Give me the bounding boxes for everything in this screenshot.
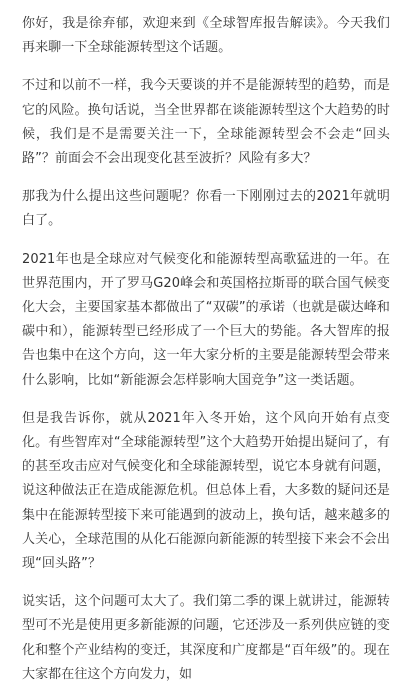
- paragraph-risk: 不过和以前不一样，我今天要谈的并不是能源转型的趋势，而是它的风险。换句话说，当全世界都在谈能源转型这个大趋势的时候，我们是不是需要关注一下，全球能源转型会不会走“回头路”？前面会不会出现变化甚至波折？风险有多大？: [22, 78, 390, 167]
- paragraph-scale: 说实话，这个问题可太大了。我们第二季的课上就讲过，能源转型可不光是使用更多新能源的问题，它还涉及一系列供应链的变化和整个产业结构的变迁，其深度和广度都是“百年级”的。现在大家都在往这个方向发力，如: [22, 594, 390, 682]
- paragraph-shift: 但是我告诉你，就从2021年入冬开始，这个风向开始有点变化。有些智库对“全球能源转型”这个大趋势开始提出疑问了，有的甚至攻击应对气候变化和全球能源转型，说它本身就有问题，说这种做法正在造成能源危机。但总体上看，大多数的疑问还是集中在能源转型接下来可能遇到的波动上，换句话，越来越多的人关心，全球范围的从化石能源向新能源的转型接下来会不会出现“回头路”？: [22, 410, 390, 572]
- paragraph-question: 那我为什么提出这些问题呢？你看一下刚刚过去的2021年就明白了。: [22, 189, 390, 229]
- paragraph-intro: 你好，我是徐弃郁，欢迎来到《全球智库报告解读》。今天我们再来聊一下全球能源转型这个话题。: [22, 16, 390, 56]
- paragraph-2021: 2021年也是全球应对气候变化和能源转型高歌猛进的一年。在世界范围内，开了罗马G20峰会和英国格拉斯哥的联合国气候变化大会，主要国家基本都做出了“双碳”的承诺（也就是碳达峰和碳中和），能源转型已经形成了一个巨大的势能。各大智库的报告也集中在这个方向，这一年大家分析的主要是能源转型会带来什么影响，比如“新能源会怎样影响大国竞争”这一类话题。: [22, 251, 390, 388]
